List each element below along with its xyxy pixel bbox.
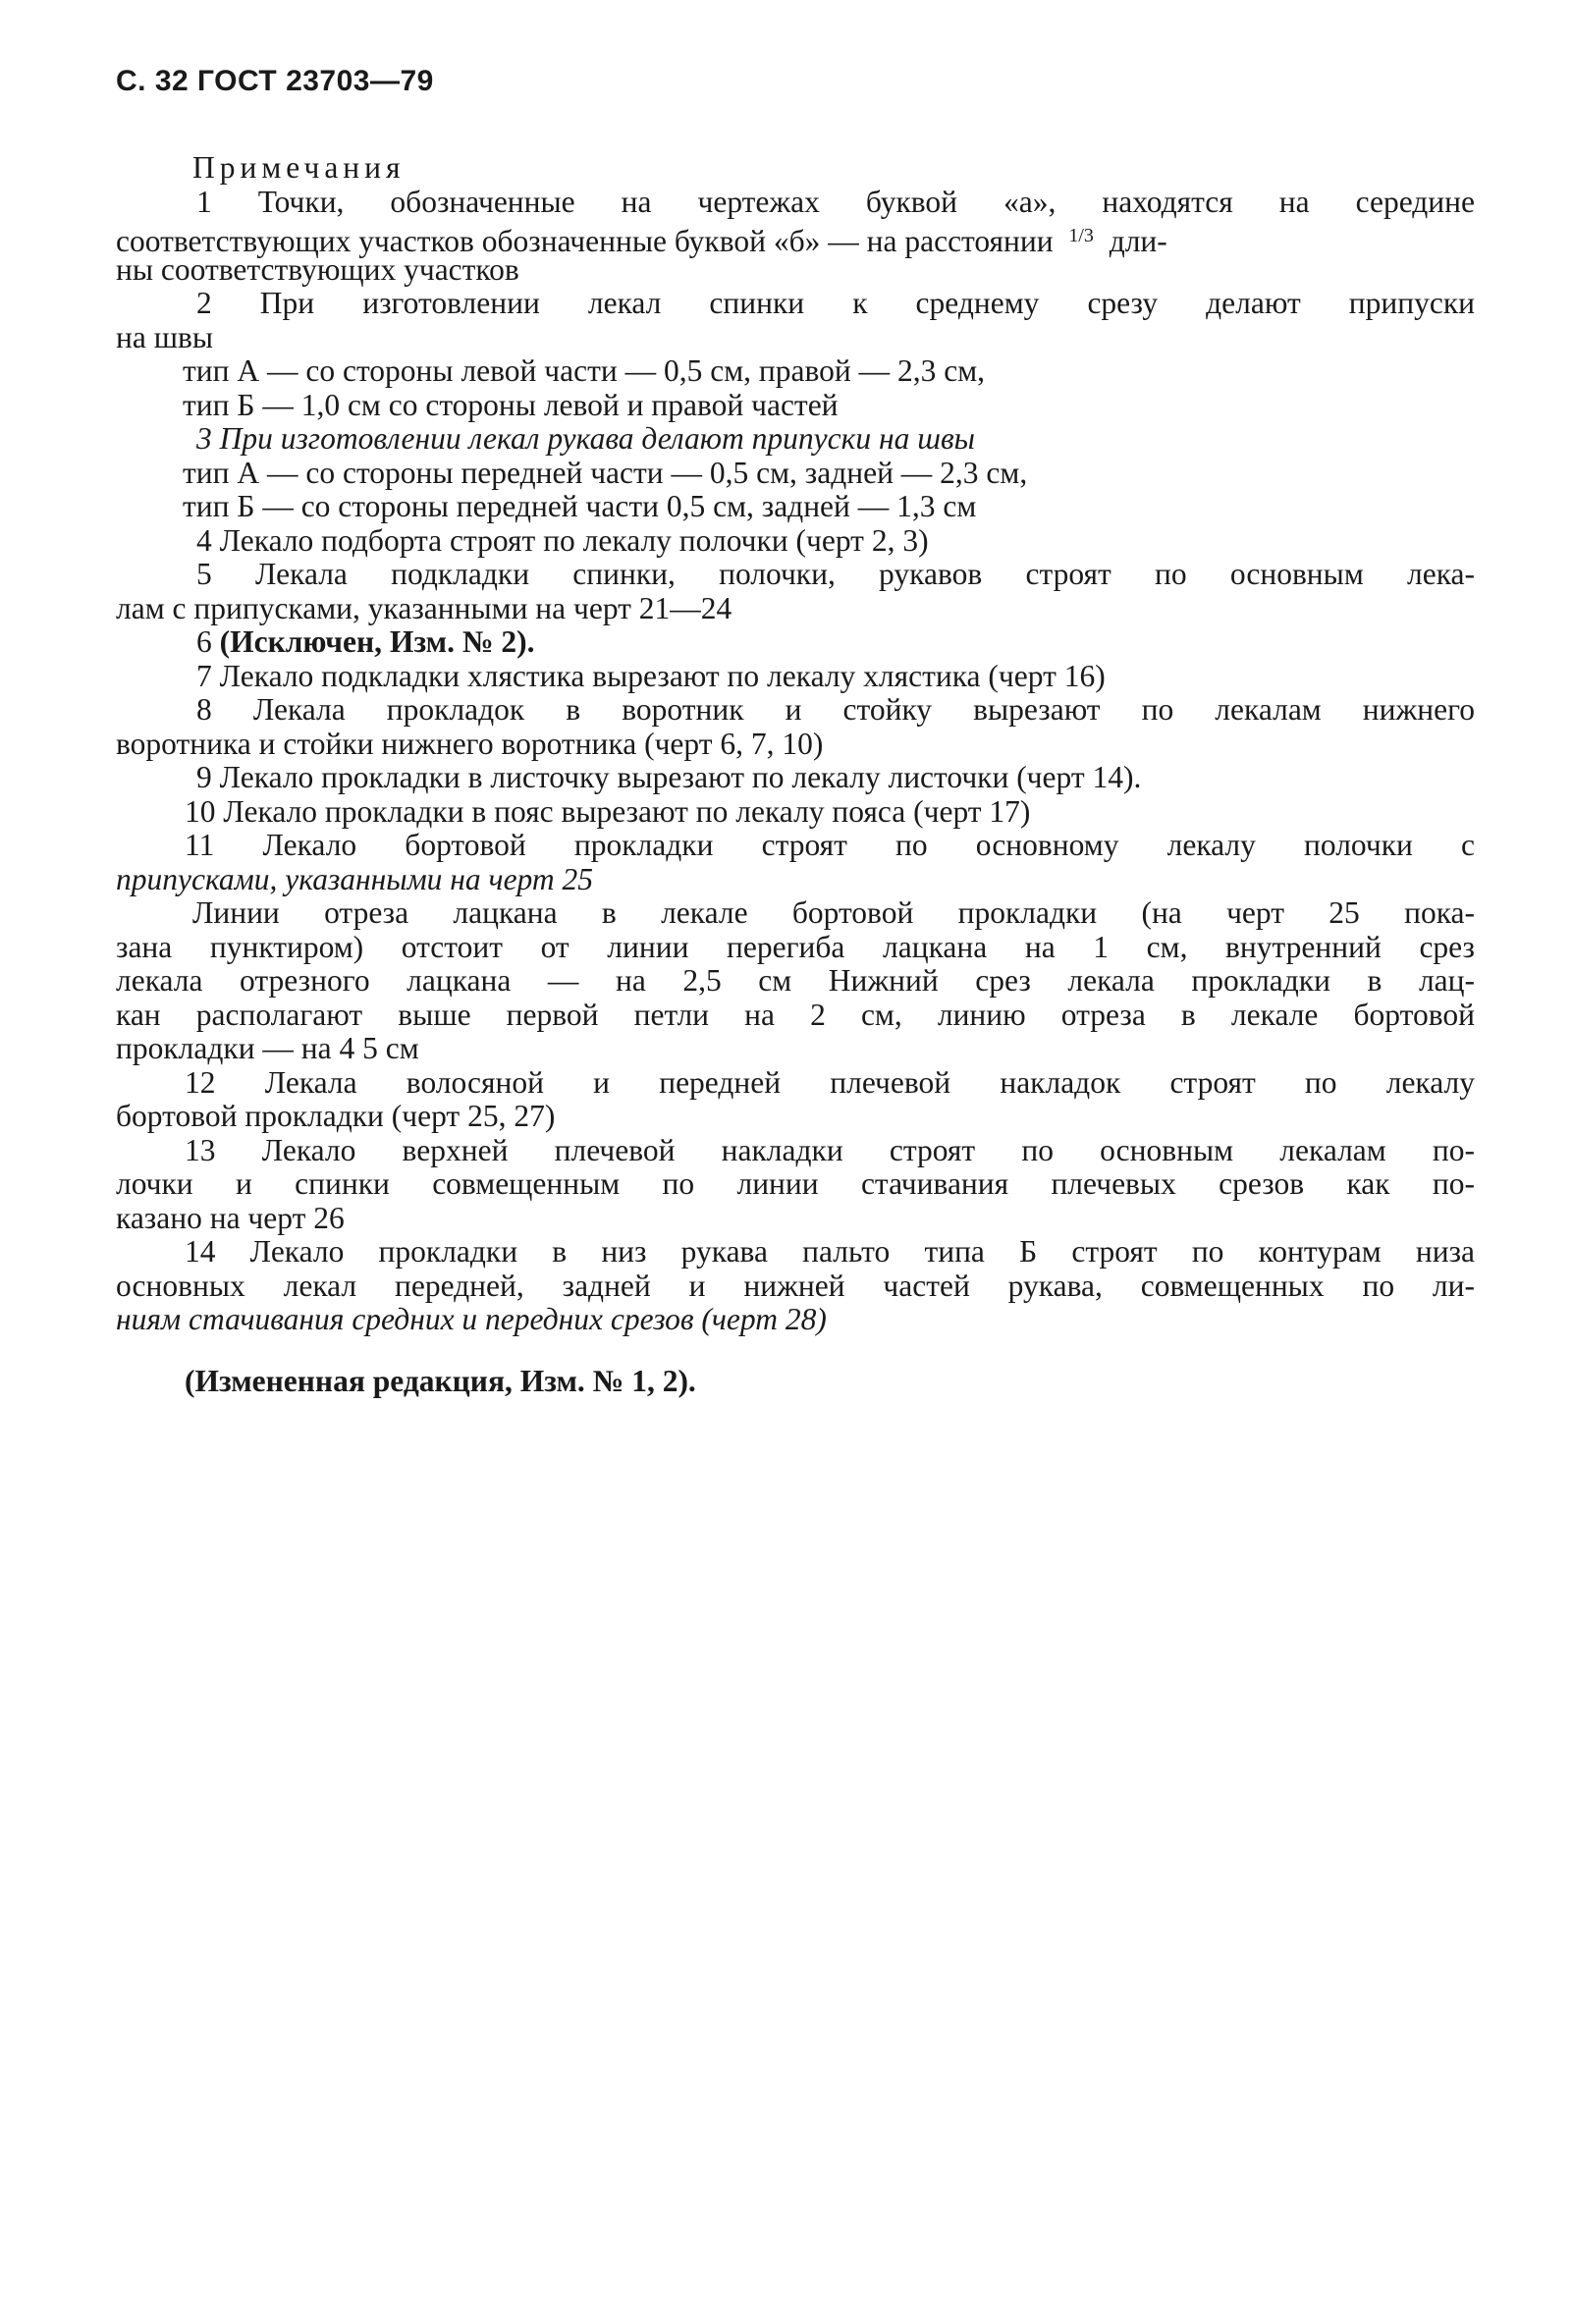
note-line: 13 Лекало верхней плечевой накладки строят по основным лекалам по- <box>185 1133 1475 1167</box>
note-line: ны соответствующих участков <box>116 251 519 287</box>
note-line: казано на черт 26 <box>116 1200 345 1235</box>
note-line: тип Б — со стороны передней части 0,5 см, задней — 1,3 см <box>183 489 977 523</box>
note-line: 7 Лекало подкладки хлястика вырезают по лекалу хлястика (черт 16) <box>196 658 1106 693</box>
note-line: 4 Лекало подборта строят по лекалу полочки (черт 2, 3) <box>196 522 929 558</box>
note-line-text: дли- <box>1109 224 1167 258</box>
page-header: С. 32 ГОСТ 23703—79 <box>116 65 434 97</box>
note-line: тип Б — 1,0 см со стороны левой и правой частей <box>183 387 839 422</box>
note-line: тип А — со стороны передней части — 0,5 см, задней — 2,3 см, <box>183 455 1028 490</box>
note-line: припусками, указанными на черт 25 <box>116 861 594 896</box>
note-line <box>116 219 1475 258</box>
notes-section <box>116 151 1475 1398</box>
note-line: воротника и стойки нижнего воротника (черт 6, 7, 10) <box>116 726 824 761</box>
note-line: зана пунктиром) отстоит от линии перегиба лацкана на 1 см, внутренний срез <box>116 930 1475 964</box>
note-line: 9 Лекало прокладки в листочку вырезают по лекалу листочки (черт 14). <box>196 760 1142 794</box>
note-line: тип А — со стороны левой части — 0,5 см, правой — 2,3 см, <box>183 353 986 388</box>
note-line-text: соответствующих участков обозначенные буквой «б» — на расстоянии <box>116 224 1054 258</box>
note-line: 5 Лекала подкладки спинки, полочки, рукавов строят по основным лека- <box>196 558 1475 591</box>
note-line: ниям стачивания средних и передних срезов (черт 28) <box>116 1302 827 1336</box>
note-line: 3 При изготовлении лекал рукава делают припуски на швы <box>196 421 975 456</box>
note-line: 12 Лекала волосяной и передней плечевой накладок строят по лекалу <box>185 1065 1475 1100</box>
note-line <box>116 625 1475 660</box>
note-line: 10 Лекало прокладки в пояс вырезают по лекалу пояса (черт 17) <box>185 793 1031 829</box>
note-line: 14 Лекало прокладки в низ рукава пальто типа Б строят по контурам низа <box>185 1235 1475 1269</box>
note-line: бортовой прокладки (черт 25, 27) <box>116 1099 556 1133</box>
note-line: Линии отреза лацкана в лекале бортовой прокладки (на черт 25 пока- <box>192 896 1475 930</box>
note-line: 11 Лекало бортовой прокладки строят по основному лекалу полочки с <box>185 829 1475 862</box>
note-line: лочки и спинки совмещенным по линии стачивания плечевых срезов как по- <box>116 1167 1475 1201</box>
note-line: основных лекал передней, задней и нижней частей рукава, совмещенных по ли- <box>116 1269 1475 1303</box>
notes-heading: Примечания <box>192 150 406 185</box>
fraction-text: 1/3 <box>1068 225 1094 246</box>
note-line: 1 Точки, обозначенные на чертежах буквой «а», находятся на середине <box>196 185 1475 219</box>
note-number: 6 <box>196 624 212 659</box>
amendment-note: (Измененная редакция, Изм. № 1, 2). <box>185 1363 696 1398</box>
note-line: 2 При изготовлении лекал спинки к среднему срезу делают припуски <box>196 287 1475 320</box>
note-line: прокладки — на 4 5 см <box>116 1031 419 1065</box>
note-line: кан располагают выше первой петли на 2 см, линию отреза в лекале бортовой <box>116 998 1475 1032</box>
note-line: на швы <box>116 319 214 354</box>
note-line: лам с припусками, указанными на черт 21—24 <box>116 590 732 625</box>
excluded-note: (Исключен, Изм. № 2). <box>219 624 535 659</box>
note-line: 8 Лекала прокладок в воротник и стойку вырезают по лекалам нижнего <box>196 693 1475 727</box>
note-line: лекала отрезного лацкана — на 2,5 см Нижний срез лекала прокладки в лац- <box>116 964 1475 998</box>
